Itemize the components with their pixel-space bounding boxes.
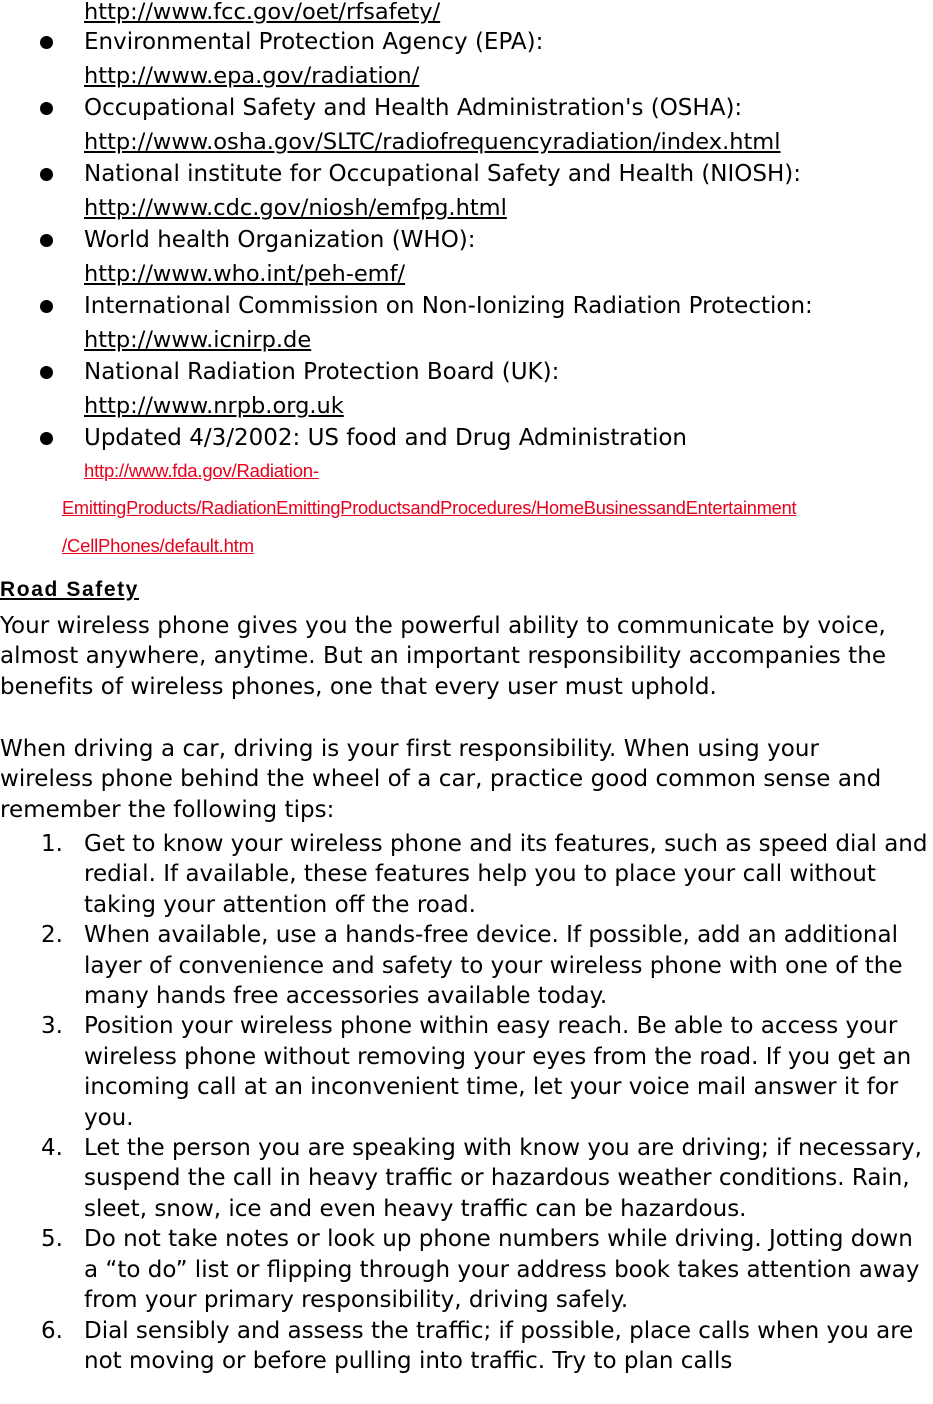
fda-url-line-3[interactable]: /CellPhones/default.htm	[62, 535, 254, 556]
osha-url[interactable]: http://www.osha.gov/SLTC/radiofrequencyradiation/index.html	[84, 129, 781, 155]
list-item-text: Position your wireless phone within easy reach. Be able to access your wireless phone without removing your eyes from the road. If you get an incoming call at an inconvenient time, let your voice mail answer it for you.	[84, 1013, 912, 1131]
list-item-number: 1.	[41, 831, 63, 857]
bullet-icon	[40, 102, 53, 115]
list-item-number: 5.	[41, 1226, 63, 1253]
icnirp-link[interactable]	[84, 324, 311, 357]
bullet-icon	[40, 432, 53, 445]
fda-url-line-2[interactable]: EmittingProducts/RadiationEmittingProductsandProcedures/HomeBusinessandEntertainment	[62, 498, 797, 518]
list-item	[0, 1011, 929, 1133]
nrpb-url[interactable]: http://www.nrpb.org.uk	[84, 393, 344, 419]
list-item	[0, 1133, 929, 1224]
list-item-number: 3.	[41, 1013, 63, 1040]
fda-url-line-1[interactable]: http://www.fda.gov/Radiation-	[84, 460, 319, 481]
list-item-text: When available, use a hands-free device. If possible, add an additional layer of convenience and safety to your wireless phone with one of the many hands free accessories available today.	[84, 922, 903, 1010]
epa-label: Environmental Protection Agency (EPA):	[84, 29, 544, 55]
icnirp-label: International Commission on Non-Ionizing Radiation Protection:	[84, 293, 813, 319]
osha-link[interactable]	[84, 126, 780, 159]
niosh-label: National institute for Occupational Safety and Health (NIOSH):	[84, 161, 802, 187]
fcc-url[interactable]: http://www.fcc.gov/oet/rfsafety/	[84, 0, 441, 25]
osha-label: Occupational Safety and Health Administration's (OSHA):	[84, 95, 743, 121]
section-heading-road-safety: Road Safety	[0, 578, 139, 601]
bullet-icon	[40, 168, 53, 181]
bullet-icon	[40, 366, 53, 379]
list-item-number: 4.	[41, 1135, 63, 1162]
bullet-icon	[40, 36, 53, 49]
niosh-url[interactable]: http://www.cdc.gov/niosh/emfpg.html	[84, 195, 507, 221]
niosh-link[interactable]	[84, 192, 507, 225]
fda-label: Updated 4/3/2002: US food and Drug Administration	[84, 425, 687, 451]
list-item-number: 6.	[41, 1317, 63, 1344]
driving-paragraph: When driving a car, driving is your first responsibility. When using your wireless phone behind the wheel of a car, practice good common sense and remember the following tips:	[0, 736, 882, 823]
who-url[interactable]: http://www.who.int/peh-emf/	[84, 261, 406, 287]
who-label: World health Organization (WHO):	[84, 227, 476, 253]
bullet-icon	[40, 234, 53, 247]
list-item-text: Do not take notes or look up phone numbers while driving. Jotting down a “to do” list or flipping through your address book takes attention away from your primary responsibility, driving safely.	[84, 1226, 920, 1314]
list-item	[0, 829, 929, 920]
list-item-text: Let the person you are speaking with know you are driving; if necessary, suspend the call in heavy traffic or hazardous weather conditions. Rain, sleet, snow, ice and even heavy traffic can be hazardous.	[84, 1135, 922, 1222]
list-item	[0, 920, 929, 1011]
list-item	[0, 1316, 929, 1377]
intro-paragraph: Your wireless phone gives you the powerful ability to communicate by voice, almost anywhere, anytime. But an important responsibility accompanies the benefits of wireless phones, one that every user must uphold.	[0, 613, 887, 700]
list-item-text: Dial sensibly and assess the traffic; if possible, place calls when you are not moving or before pulling into traffic. Try to plan calls	[84, 1317, 914, 1374]
list-item-number: 2.	[41, 922, 63, 949]
list-item	[0, 1224, 929, 1315]
nrpb-link[interactable]	[84, 390, 344, 423]
who-link[interactable]	[84, 258, 405, 291]
epa-url[interactable]: http://www.epa.gov/radiation/	[84, 63, 420, 89]
road-safety-tips-list	[0, 829, 933, 1376]
icnirp-url[interactable]: http://www.icnirp.de	[84, 327, 312, 353]
fcc-link[interactable]	[84, 0, 440, 29]
bullet-icon	[40, 300, 53, 313]
list-item-text: Get to know your wireless phone and its features, such as speed dial and redial. If available, these features help you to place your call without taking your attention off the road.	[84, 831, 928, 918]
epa-link[interactable]	[84, 60, 419, 93]
nrpb-label: National Radiation Protection Board (UK):	[84, 359, 560, 385]
